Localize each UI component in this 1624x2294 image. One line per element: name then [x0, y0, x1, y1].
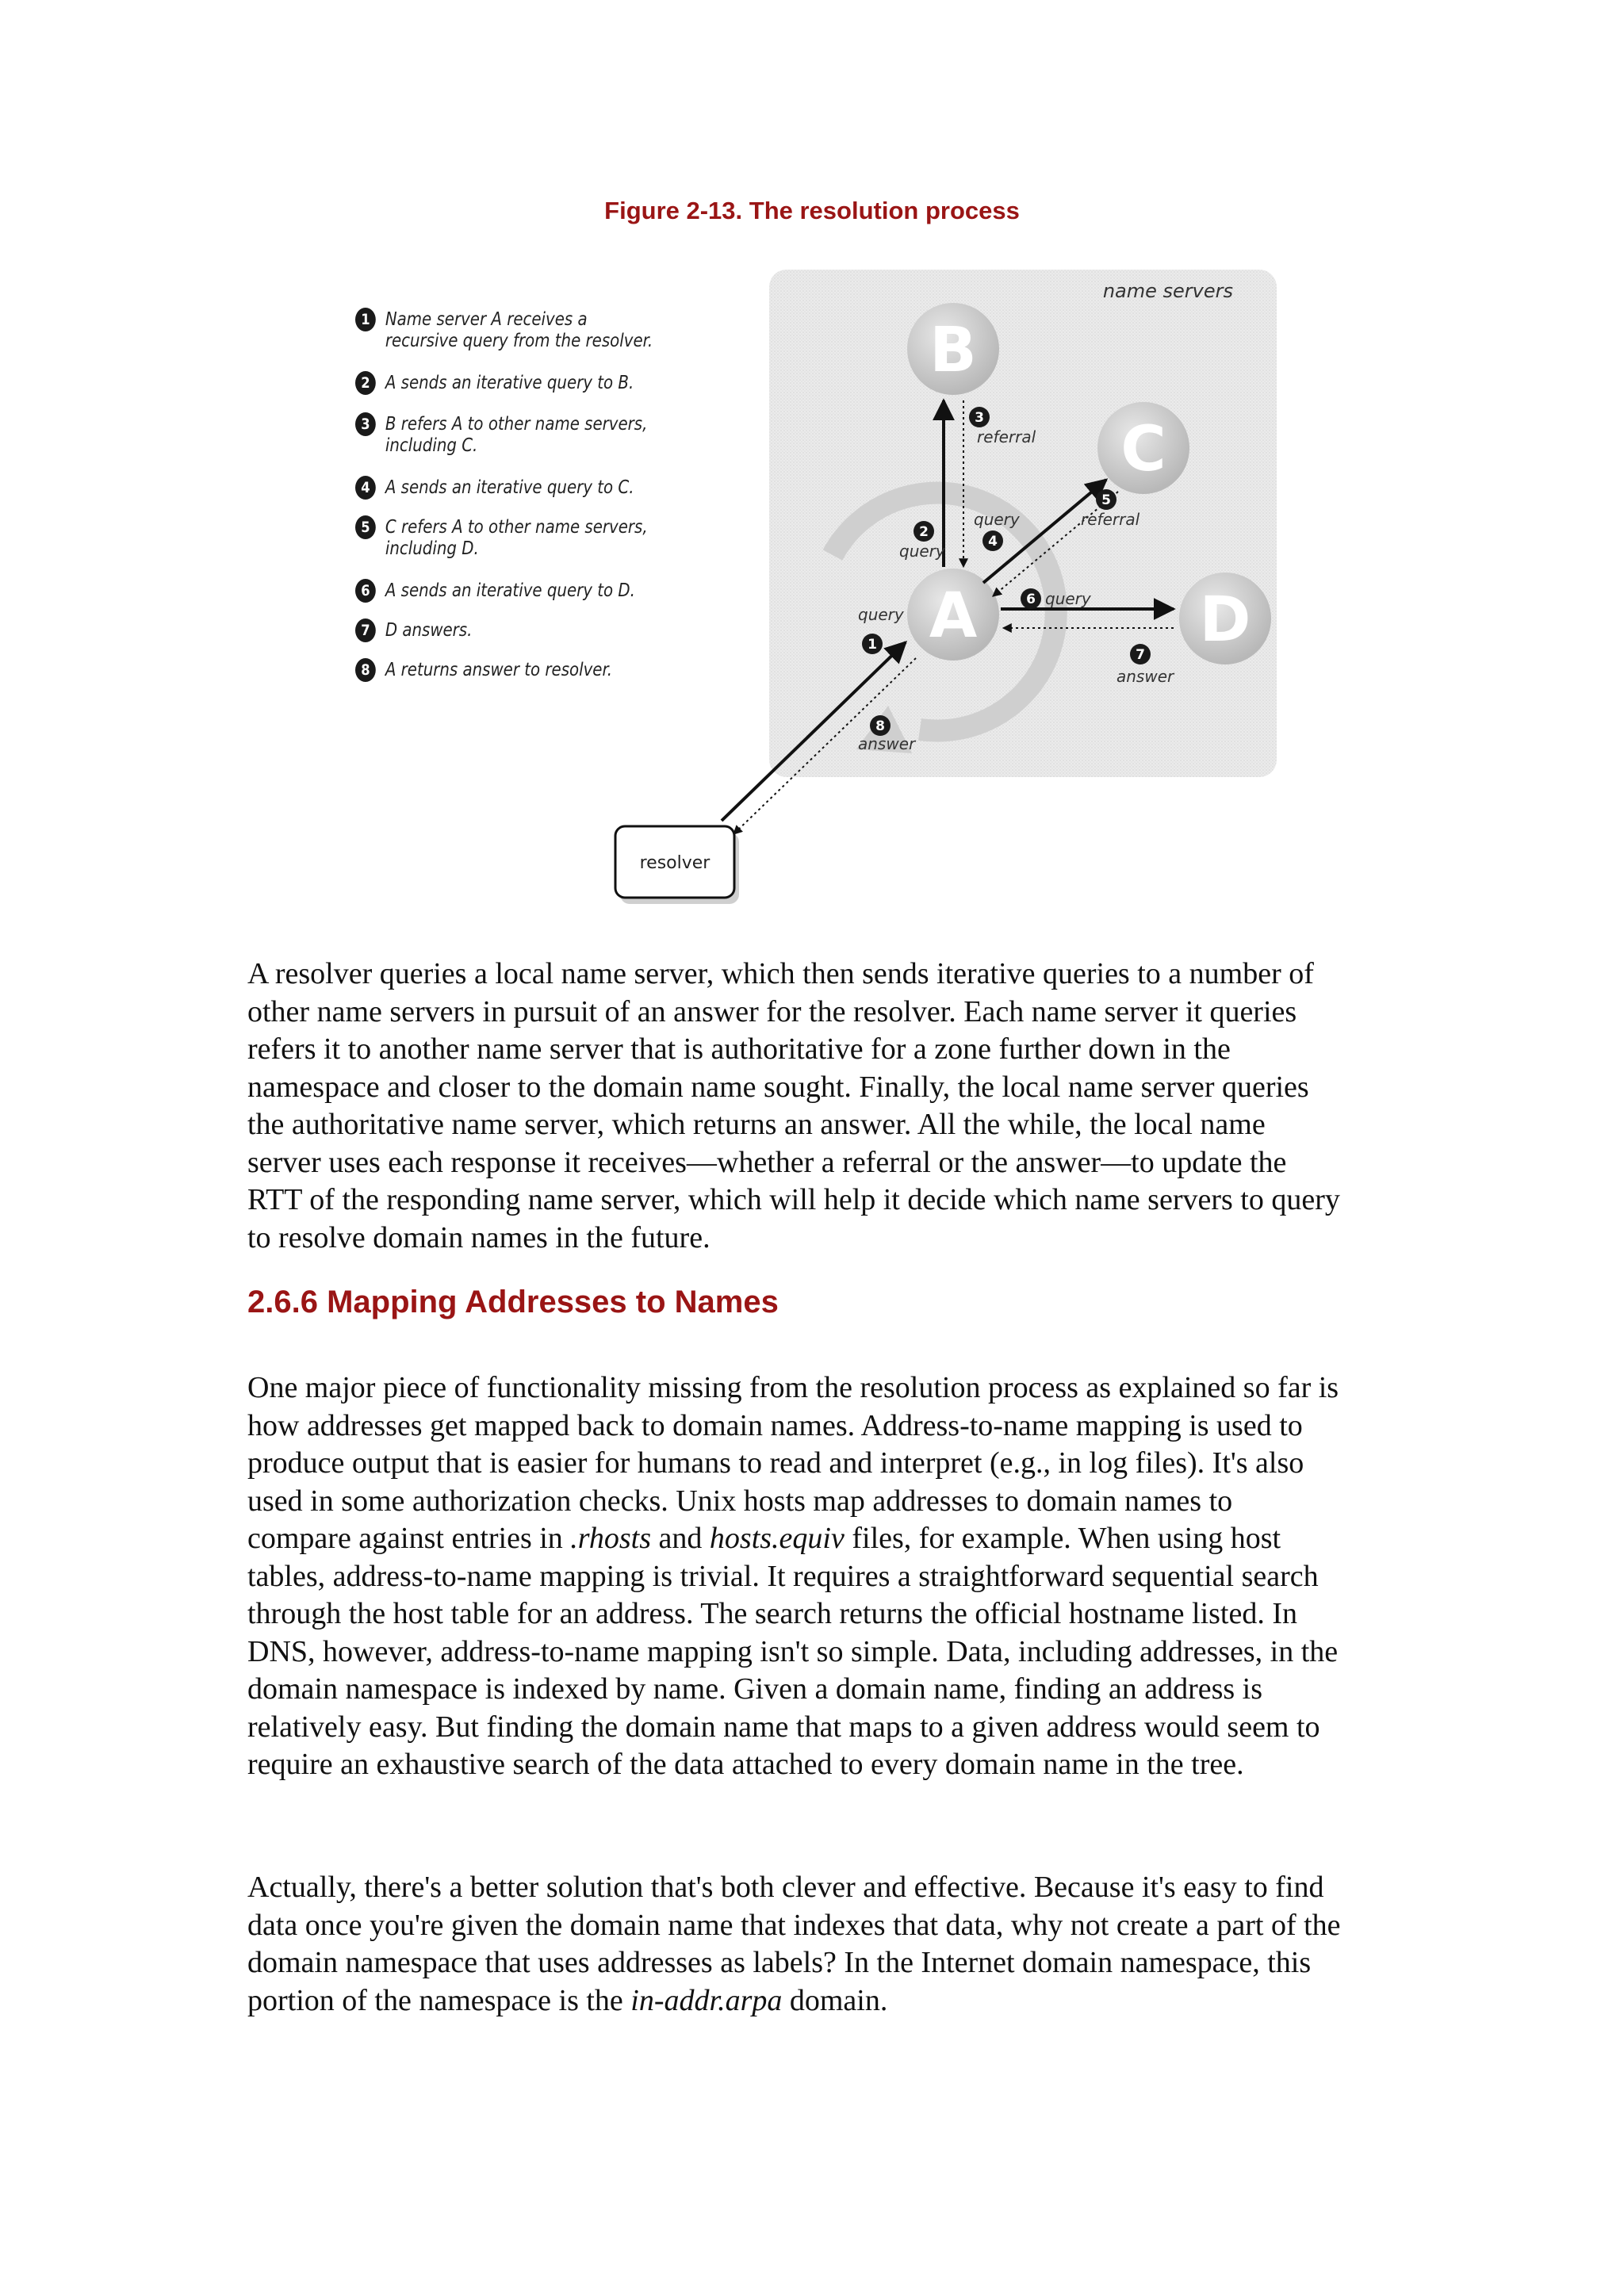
server-d — [1179, 573, 1271, 664]
paragraph-resolution-summary: A resolver queries a local name server, which then sends iterative queries to a number of other name servers in pursuit of an answer for the resolver. Each name server it queries refers it to another name server that is authoritative for a zone further down in the namespace and closer to the domain name sought. Finally, the local name server queries the authoritative name server, which returns an answer. All the while, the local name server uses each response it receives—whether a referral or the answer—to update the RTT of the responding name server, which will help it decide which name servers to query to resolve domain names in the future. — [247, 957, 1340, 1254]
server-b-label: B — [929, 315, 977, 386]
label-answer-d: answer — [1116, 667, 1174, 686]
label-query-a-b: query — [899, 542, 945, 561]
svg-text:5: 5 — [1101, 492, 1111, 508]
badge-3 — [969, 407, 990, 427]
step-item: 2 A sends an iterative query to B. — [355, 373, 658, 395]
badge-4 — [982, 530, 1003, 551]
svg-text:6: 6 — [1026, 592, 1036, 607]
panel-label: name servers — [1102, 280, 1233, 302]
server-d-label: D — [1199, 584, 1251, 656]
label-query-a-c: query — [974, 510, 1020, 529]
section-heading: 2.6.6 Mapping Addresses to Names — [247, 1285, 779, 1319]
server-b — [907, 303, 999, 395]
in-addr-arpa-domain: in-addr.arpa — [630, 1983, 783, 2017]
svg-text:3: 3 — [975, 410, 984, 426]
badge-5 — [1096, 489, 1116, 510]
label-query-a-d: query — [1045, 589, 1091, 608]
hosts-equiv-filename: hosts.equiv — [709, 1522, 845, 1555]
label-answer-resolver: answer — [858, 734, 916, 753]
figure-caption: Figure 2-13. The resolution process — [604, 197, 1020, 224]
server-c — [1097, 402, 1189, 494]
step-item: 3 B refers A to other name servers, including C. — [355, 414, 658, 457]
label-referral-b: referral — [977, 427, 1036, 446]
server-c-label: C — [1120, 414, 1166, 485]
step-item: 6 A sends an iterative query to D. — [355, 580, 658, 603]
badge-1 — [862, 634, 883, 654]
step-item: 5 C refers A to other name servers, including D. — [355, 517, 658, 560]
paragraph-in-addr-arpa: Actually, there's a better solution that's both clever and effective. Because it's easy to find data once you're given the domain name that indexes that data, why not create a part of the domain namespace that uses addresses as labels? In the Internet domain namespace, this portion of the namespace is the in-addr.arpa domain. — [247, 1871, 1341, 2017]
step-item: 7 D answers. — [355, 620, 658, 642]
resolver-label: resolver — [639, 853, 710, 873]
svg-text:1: 1 — [868, 637, 877, 653]
label-query-resolver: query — [858, 605, 904, 624]
svg-text:7: 7 — [1136, 647, 1145, 663]
label-referral-c: referral — [1081, 510, 1140, 529]
svg-text:2: 2 — [919, 524, 929, 540]
badge-7 — [1130, 644, 1151, 664]
step-item: 4 A sends an iterative query to C. — [355, 477, 658, 500]
server-a-label: A — [929, 580, 978, 652]
badge-2 — [914, 521, 934, 542]
svg-text:4: 4 — [988, 534, 998, 550]
svg-text:8: 8 — [875, 718, 885, 734]
badge-6 — [1021, 588, 1041, 609]
resolution-process-figure — [333, 262, 1285, 936]
resolver-box — [615, 826, 739, 904]
paragraph-address-mapping: One major piece of functionality missing from the resolution process as explained so far is how addresses get mapped back to domain names. Address-to-name mapping is used to produce output that is easier for humans to read and interpret (e.g., in log files). It's also used in some authorization checks. Unix hosts map addresses to domain names to compare against entries in .rhosts and hosts.equiv files, for example. When using host tables, address-to-name mapping is trivial. It requires a straightforward sequential search through the host table for an address. The search returns the official hostname listed. In DNS, however, address-to-name mapping isn't so simple. Data, including addresses, in the domain namespace is indexed by name. Given a domain name, finding an address is relatively easy. But finding the domain name that maps to a given address would seem to require an exhaustive search of the data attached to every domain name in the tree. — [247, 1371, 1339, 1781]
step-item: 8 A returns answer to resolver. — [355, 660, 658, 682]
rhosts-filename: .rhosts — [570, 1522, 652, 1555]
badge-8 — [870, 715, 891, 736]
step-item: 1 Name server A receives a recursive query from the resolver. — [355, 309, 658, 352]
